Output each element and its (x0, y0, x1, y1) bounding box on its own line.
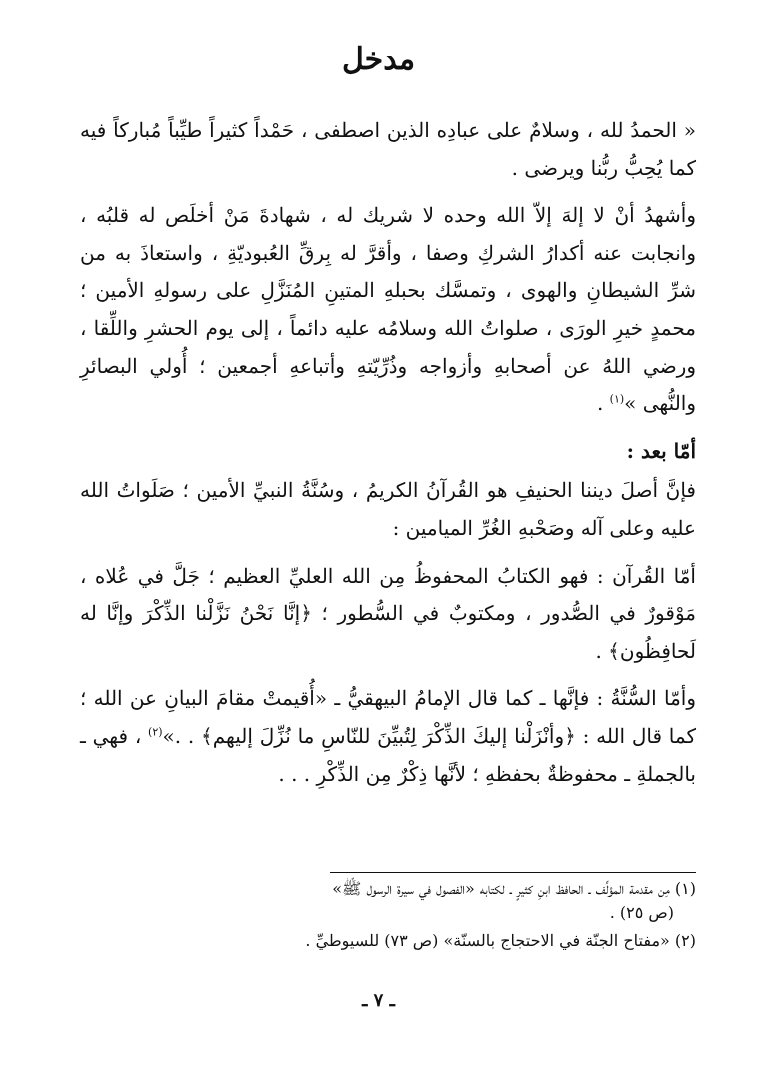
main-text (80, 112, 696, 803)
paragraph-sunnah-text-a: وأمّا السُّنَّةُ : فإنَّها ـ كما قال الإمامُ البيهقيُّ ـ «أُقيمتْ مقامَ البيانِ عن الله ؛ كما قال الله : ﴿وأنْزَلْنا إليكَ الذِّكْرَ لِتُبيِّنَ للنّاسِ ما نُزِّلَ إليهم﴾ . .» (80, 686, 696, 748)
paragraph-testimony-text: وأشهدُ أنْ لا إلهَ إلاّ الله وحده لا شريك له ، شهادةَ مَنْ أخلَص له قلبُه ، وانجابت عنه أكدارُ الشركِ وصفا ، وأقرَّ له بِرقِّ العُبوديّةِ ، واستعاذَ به من شرِّ الشيطانِ والهوى ، وتمسَّك بحبلهِ المتينِ المُنَزَّلِ على رسولهِ الأمين ؛ محمدٍ خيرِ الورَى ، صلواتُ الله وسلامُه عليه دائماً ، إلى يوم الحشرِ واللِّقا ، ورضي اللهُ عن أصحابهِ وأزواجه وذُرِّيّتهِ وأتباعهِ أجمعين ؛ أُولي البصائرِ والنُّهى » (80, 203, 696, 416)
section-subhead: أمّا بعد : (626, 438, 696, 463)
footnote-1-line-1: (١) مِن مقدمة المؤلِّف ـ الحافظ ابنِ كثيرٍ ـ لكتابه «الفصول في سيرة الرسول ﷺ» (332, 879, 696, 898)
paragraph-quran: أمّا القُرآن : فهو الكتابُ المحفوظُ مِن الله العليِّ العظيم ؛ جَلَّ في عُلاه ، مَوْقورٌ في الصُّدور ، ومكتوبٌ في السُّطور ؛ ﴿إنَّا نَحْنُ نَزَّلْنا الذِّكْرَ وإنَّا له لَحافِظُون﴾ . (80, 563, 696, 663)
page-number: ـ ٧ ـ (362, 990, 395, 1011)
footnote-divider (330, 872, 696, 873)
footnotes (70, 877, 696, 957)
paragraph-sunnah (80, 680, 696, 793)
footnote-ref-1[interactable]: (١) (609, 392, 625, 406)
footnote-1-line-2: (ص ٢٥) . (609, 903, 674, 922)
page-title: مدخل (341, 42, 416, 77)
footnote-1 (70, 877, 696, 925)
paragraph-praise: « الحمدُ لله ، وسلامٌ على عبادِه الذين اصطفى ، حَمْداً كثيراً طيِّباً مُباركاً فيه كما يُحِبُّ ربُّنا ويرضى . (80, 118, 696, 180)
paragraph-testimony (80, 197, 696, 423)
paragraph-testimony-end: . (596, 391, 610, 416)
paragraph-origin: فإنَّ أصلَ ديننا الحنيفِ هو القُرآنُ الكريمُ ، وسُنَّةُ النبيِّ الأمين ؛ صَلَواتُ الله عليه وعلى آله وصَحْبهِ الغُرِّ الميامين : (80, 478, 696, 540)
paragraph-sunnah-text-b: ، فهي ـ بالجملةِ ـ محفوظةٌ بحفظهِ ؛ لأنَّها ذِكْرٌ مِن الذِّكْرِ . . . (80, 723, 696, 786)
footnote-2: (٢) «مفتاح الجنّة في الاحتجاج بالسنّة» (ص ٧٣) للسيوطيِّ . (305, 931, 696, 950)
footnote-ref-2[interactable]: (٢) (148, 725, 163, 739)
